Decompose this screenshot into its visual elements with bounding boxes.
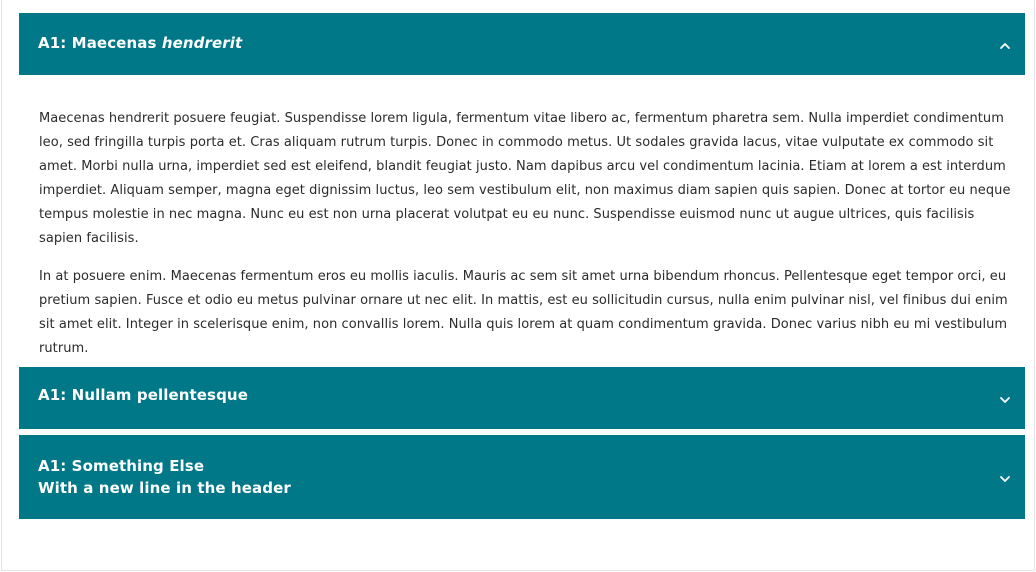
accordion — [19, 13, 1025, 519]
chevron-down-icon — [999, 394, 1011, 406]
accordion-title: A1: Nullam pellentesque — [38, 386, 248, 404]
page-frame — [1, 0, 1035, 571]
accordion-header-something-else[interactable] — [19, 435, 1025, 519]
accordion-panel-maecenas-hendrerit — [19, 75, 1025, 367]
chevron-up-icon — [999, 40, 1011, 52]
accordion-title-line-1: A1: Something Else — [38, 457, 205, 475]
accordion-title: A1: Maecenas hendrerit — [38, 34, 243, 52]
chevron-down-icon — [999, 473, 1011, 485]
accordion-title-line-2: With a new line in the header — [38, 479, 291, 497]
panel-paragraph: In at posuere enim. Maecenas fermentum eros eu mollis iaculis. Mauris ac sem sit amet urna bibendum rhoncus. Pellentesque eget tempor orci, eu pretium sapien. Fusce et odio eu metus pulvinar ornare ut nec elit. In mattis, est eu sollicitudin cursus, nulla enim pulvinar nisl, vel finibus dui enim sit amet elit. Integer in scelerisque enim, non convallis lorem. Nulla quis lorem at quam condimentum gravida. Donec varius nibh eu mi vestibulum rutrum. — [39, 269, 1008, 356]
accordion-header-nullam-pellentesque[interactable] — [19, 367, 1025, 429]
panel-paragraph: Maecenas hendrerit posuere feugiat. Suspendisse lorem ligula, fermentum vitae libero ac, fermentum pharetra sem. Nulla imperdiet condimentum leo, sed fringilla turpis porta et. Cras aliquam rutrum turpis. Donec in commodo metus. Ut sodales gravida lacus, vitae vulputate ex commodo sit amet. Morbi nulla urna, imperdiet sed est eleifend, blandit feugiat justo. Nam dapibus arcu vel condimentum lacinia. Etiam at lorem a est interdum imperdiet. Aliquam semper, magna eget dignissim luctus, leo sem vestibulum elit, non maximus diam sapien quis sapien. Donec at tortor eu neque tempus molestie in nec magna. Nunc eu est non urna placerat volutpat eu eu nunc. Suspendisse euismod nunc ut augue ultrices, quis facilisis sapien facilisis. — [39, 111, 1011, 246]
accordion-header-maecenas-hendrerit[interactable] — [19, 13, 1025, 75]
